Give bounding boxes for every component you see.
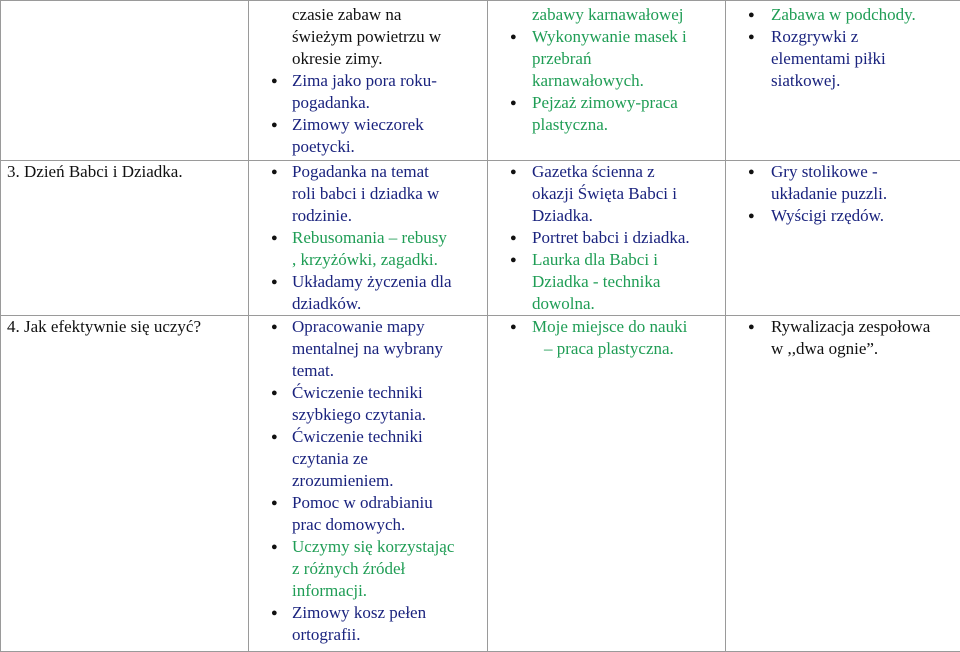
list-item xyxy=(249,536,487,602)
item-line: Wyścigi rzędów. xyxy=(771,206,885,225)
list-item xyxy=(726,316,960,360)
topic-text: 3. Dzień Babci i Dziadka. xyxy=(7,162,183,181)
list-item xyxy=(488,161,725,227)
item-line: roli babci i dziadka w xyxy=(292,184,440,203)
list-item xyxy=(249,227,487,271)
item-line: w ,,dwa ognie”. xyxy=(771,339,879,358)
list-item xyxy=(249,382,487,426)
list-item xyxy=(488,316,725,360)
bullet-icon: ● xyxy=(271,276,278,288)
item-line: pogadanka. xyxy=(292,93,370,112)
topic-text: 4. Jak efektywnie się uczyć? xyxy=(7,317,201,336)
art-cell xyxy=(488,316,726,652)
lead-text: okresie zimy. xyxy=(292,49,383,68)
item-line: siatkowej. xyxy=(771,71,841,90)
activity-list xyxy=(249,316,487,646)
item-line: Wykonywanie masek i xyxy=(532,27,687,46)
item-line: rodzinie. xyxy=(292,206,352,225)
list-item xyxy=(726,26,960,92)
item-line: Zimowy kosz pełen xyxy=(292,603,427,622)
bullet-icon: ● xyxy=(748,9,755,21)
list-item xyxy=(249,114,487,158)
item-line: czytania ze xyxy=(292,449,368,468)
list-item xyxy=(249,70,487,114)
bullet-icon: ● xyxy=(271,541,278,553)
item-line: elementami piłki xyxy=(771,49,886,68)
art-list xyxy=(488,161,725,315)
art-cell xyxy=(488,1,726,161)
sport-cell xyxy=(726,161,960,316)
bullet-icon: ● xyxy=(271,166,278,178)
activity-list xyxy=(249,161,487,315)
bullet-icon: ● xyxy=(748,321,755,333)
activities-cell xyxy=(249,161,488,316)
art-list xyxy=(488,316,725,360)
item-line: Układamy życzenia dla xyxy=(292,272,452,291)
sport-cell xyxy=(726,1,960,161)
item-line: dziadków. xyxy=(292,294,362,313)
list-item xyxy=(488,26,725,92)
item-line: Rywalizacja zespołowa xyxy=(771,317,931,336)
item-line: Pogadanka na temat xyxy=(292,162,429,181)
item-line: układanie puzzli. xyxy=(771,184,888,203)
art-list xyxy=(488,26,725,136)
topic-cell xyxy=(1,1,249,161)
item-line: Gazetka ścienna z xyxy=(532,162,655,181)
sport-list xyxy=(726,316,960,360)
item-line: Ćwiczenie techniki xyxy=(292,383,423,402)
item-line: Pejzaż zimowy-praca xyxy=(532,93,678,112)
bullet-icon: ● xyxy=(271,119,278,131)
bullet-icon: ● xyxy=(271,497,278,509)
list-item xyxy=(488,92,725,136)
item-line: Zimowy wieczorek xyxy=(292,115,424,134)
item-line: Ćwiczenie techniki xyxy=(292,427,423,446)
bullet-icon: ● xyxy=(510,232,517,244)
item-line: – praca plastyczna. xyxy=(544,339,674,358)
list-item xyxy=(249,161,487,227)
bullet-icon: ● xyxy=(748,31,755,43)
item-line: Laurka dla Babci i xyxy=(532,250,659,269)
bullet-icon: ● xyxy=(271,431,278,443)
item-line: Pomoc w odrabianiu xyxy=(292,493,433,512)
item-line: szybkiego czytania. xyxy=(292,405,427,424)
item-line: okazji Święta Babci i xyxy=(532,184,677,203)
list-item xyxy=(726,4,960,26)
activities-cell xyxy=(249,1,488,161)
table-row xyxy=(1,1,960,161)
list-item xyxy=(249,602,487,646)
bullet-icon: ● xyxy=(510,97,517,109)
bullet-icon: ● xyxy=(510,31,517,43)
item-line: dowolna. xyxy=(532,294,595,313)
list-item xyxy=(249,316,487,382)
bullet-icon: ● xyxy=(271,387,278,399)
bullet-icon: ● xyxy=(271,321,278,333)
item-line: Uczymy się korzystając xyxy=(292,537,455,556)
sport-cell xyxy=(726,316,960,652)
activities-cell xyxy=(249,316,488,652)
item-line: Rozgrywki z xyxy=(771,27,859,46)
list-item xyxy=(726,161,960,205)
item-line: Portret babci i dziadka. xyxy=(532,228,690,247)
item-line: Dziadka. xyxy=(532,206,593,225)
item-line: Gry stolikowe - xyxy=(771,162,878,181)
bullet-icon: ● xyxy=(271,232,278,244)
lead-text: świeżym powietrzu w xyxy=(292,27,442,46)
item-line: ortografii. xyxy=(292,625,361,644)
bullet-icon: ● xyxy=(510,166,517,178)
list-item xyxy=(249,426,487,492)
sport-list xyxy=(726,1,960,92)
bullet-icon: ● xyxy=(510,254,517,266)
item-line: karnawałowych. xyxy=(532,71,644,90)
bullet-icon: ● xyxy=(748,210,755,222)
art-cell xyxy=(488,161,726,316)
item-line: Dziadka - technika xyxy=(532,272,661,291)
list-item xyxy=(726,205,960,227)
item-line: przebrań xyxy=(532,49,592,68)
item-line: poetycki. xyxy=(292,137,355,156)
item-line: Zabawa w podchody. xyxy=(771,5,916,24)
item-line: informacji. xyxy=(292,581,368,600)
list-item xyxy=(488,227,725,249)
item-line: temat. xyxy=(292,361,335,380)
item-line: mentalnej na wybrany xyxy=(292,339,444,358)
topic-cell xyxy=(1,316,249,652)
item-line: plastyczna. xyxy=(532,115,608,134)
sport-list xyxy=(726,161,960,227)
table-row xyxy=(1,161,960,316)
item-line: z różnych źródeł xyxy=(292,559,406,578)
list-item xyxy=(249,271,487,315)
bullet-icon: ● xyxy=(271,75,278,87)
item-line: Moje miejsce do nauki xyxy=(532,317,688,336)
activity-list xyxy=(249,70,487,158)
table-row xyxy=(1,316,960,652)
topic-cell xyxy=(1,161,249,316)
item-line: zrozumieniem. xyxy=(292,471,394,490)
item-line: Rebusomania – rebusy xyxy=(292,228,447,247)
item-line: , krzyżówki, zagadki. xyxy=(292,250,438,269)
bullet-icon: ● xyxy=(271,607,278,619)
bullet-icon: ● xyxy=(748,166,755,178)
lead-text: czasie zabaw na xyxy=(292,5,402,24)
item-line: Opracowanie mapy xyxy=(292,317,425,336)
list-item xyxy=(249,492,487,536)
bullet-icon: ● xyxy=(510,321,517,333)
item-line: prac domowych. xyxy=(292,515,406,534)
list-item xyxy=(488,249,725,315)
lead-text: zabawy karnawałowej xyxy=(532,5,684,24)
item-line: Zima jako pora roku- xyxy=(292,71,437,90)
